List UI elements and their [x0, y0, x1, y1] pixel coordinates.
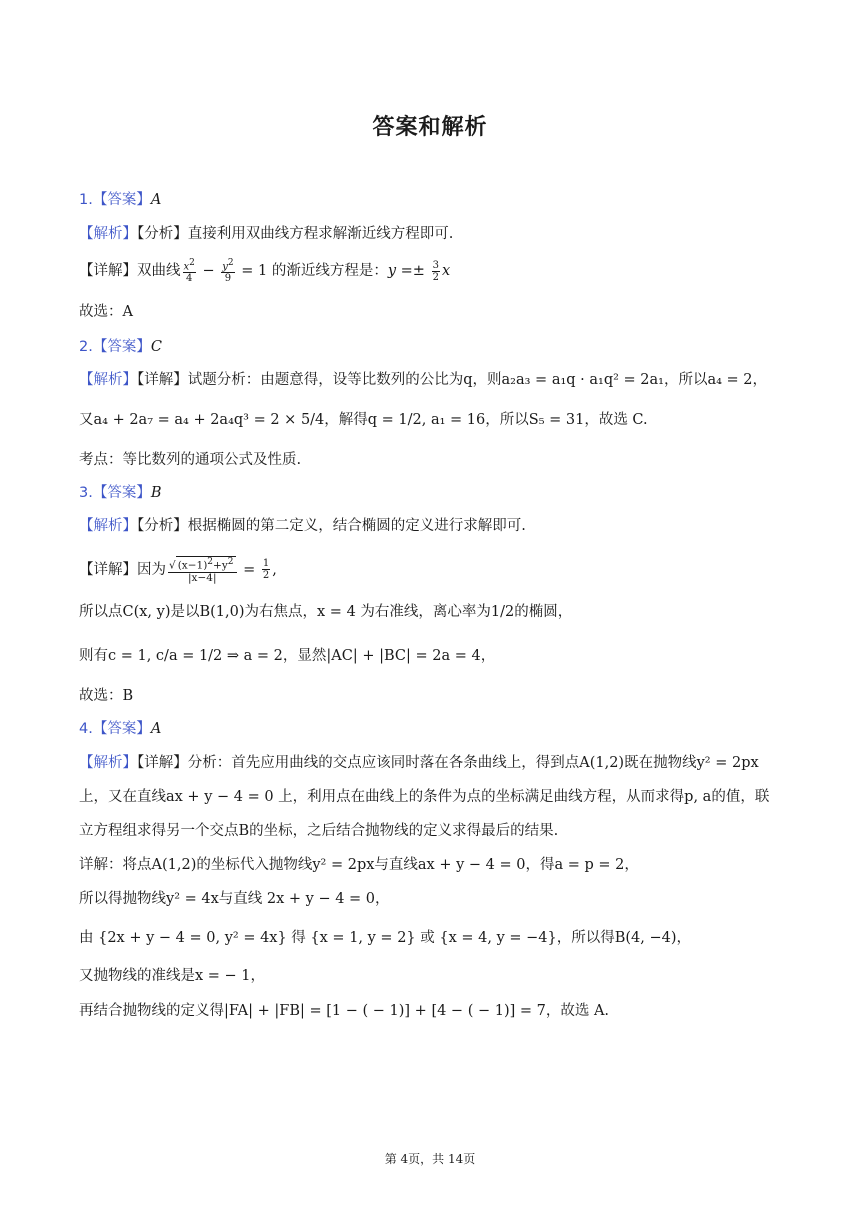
q1-answer: A	[150, 192, 162, 208]
q2-answer-line	[79, 337, 800, 357]
q1-analysis: 直接利用双曲线方程求解渐近线方程即可.	[187, 226, 454, 242]
q4-text-line1: 分析：首先应用曲线的交点应该同时落在各条曲线上，得到点A(1,2)既在抛物线y² = 2px	[187, 755, 759, 771]
answer-label: 【答案】	[92, 485, 151, 501]
q2-number: 2.	[79, 339, 93, 355]
q3-answer-line	[79, 483, 800, 503]
q4-line8: 再结合抛物线的定义得|FA| + |FB| = [1 − ( − 1)] + [4 − ( − 1)] = 7，故选 A.	[79, 1003, 610, 1019]
q2-text-line1: 试题分析：由题意得，设等比数列的公比为q，则a₂a₃ = a₁q · a₁q² = 2a₁，所以a₄ = 2，	[187, 372, 768, 388]
q1-detail-mid: 的渐近线方程是：	[271, 263, 388, 280]
xiangjie-label: 【详解】	[137, 755, 188, 771]
q4-answer: A	[150, 721, 162, 737]
fenxi-label: 【分析】	[137, 518, 188, 534]
q3-answer: B	[150, 485, 162, 501]
q2-line2: 又a₄ + 2a₇ = a₄ + 2a₄q³ = 2 × 5/4，解得q = 1/2, a₁ = 16，所以S₅ = 31，故选 C.	[79, 412, 648, 428]
q4-line5: 所以得抛物线y² = 4x与直线 2x + y − 4 = 0，	[79, 891, 390, 907]
xiangjie-label: 【详解】	[79, 263, 137, 280]
xiangjie-label: 【详解】	[79, 561, 137, 578]
q1-detail-pre: 双曲线	[137, 263, 181, 280]
q2-kaodian: 考点：等比数列的通项公式及性质.	[79, 452, 302, 468]
q3-line2: 所以点C(x, y)是以B(1,0)为右焦点，x = 4 为右准线，离心率为1/2的椭圆，	[79, 604, 573, 620]
answer-label: 【答案】	[92, 339, 151, 355]
q3-number: 3.	[79, 485, 93, 501]
q3-analysis: 根据椭圆的第二定义，结合椭圆的定义进行求解即可.	[187, 518, 526, 534]
page-title: 答案和解析	[372, 115, 488, 140]
q4-number: 4.	[79, 721, 93, 737]
jiexi-label: 【解析】	[79, 755, 137, 771]
q2-answer: C	[150, 339, 162, 355]
formula-fraction: $\frac{y^2}{9}$	[222, 258, 234, 285]
formula-fraction: $\frac{1}{2}$	[262, 558, 270, 582]
q3-analysis-line	[79, 516, 800, 536]
q1-analysis-line	[79, 224, 800, 244]
answer-label: 【答案】	[92, 721, 151, 737]
q2-line1	[79, 370, 800, 390]
formula-fraction: $\frac{3}{2}$	[432, 259, 439, 283]
answer-label: 【答案】	[92, 192, 151, 208]
jiexi-label: 【解析】	[79, 372, 137, 388]
fenxi-label: 【分析】	[137, 226, 188, 242]
q4-line2: 上，又在直线ax + y − 4 = 0 上，利用点在曲线上的条件为点的坐标满足曲线方程，从而求得p, a的值，联	[79, 789, 770, 805]
q4-line4: 详解：将点A(1,2)的坐标代入抛物线y² = 2px与直线ax + y − 4 = 0，得a = p = 2，	[79, 857, 639, 873]
q1-number: 1.	[79, 192, 93, 208]
q3-detail-line: 【详解】因为 $\frac{√ (x-1)^2+y^2}{|x-4|}$ = $\frac{1}{2}$ ,	[79, 557, 277, 584]
jiexi-label: 【解析】	[79, 226, 137, 242]
q3-detail: 因为	[137, 561, 166, 578]
q1-answer-line	[79, 190, 800, 210]
q4-line6: 由 {2x + y − 4 = 0, y² = 4x} 得 {x = 1, y = 2} 或 {x = 4, y = −4}，所以得B(4, −4)，	[79, 930, 692, 946]
q4-line1	[79, 753, 800, 773]
q1-choose: 故选：A	[79, 304, 133, 320]
formula-fraction: $\frac{√ (x-1)^2+y^2}{|x-4|}$	[168, 556, 237, 584]
q3-line3: 则有c = 1, c/a = 1/2 ⇒ a = 2，显然|AC| + |BC| = 2a = 4，	[79, 648, 496, 664]
q4-line3: 立方程组求得另一个交点B的坐标，之后结合抛物线的定义求得最后的结果.	[79, 823, 559, 839]
page-footer: 第 4页，共 14页	[384, 1152, 476, 1166]
formula-fraction: $\frac{x^2}{4}$	[183, 258, 195, 285]
q1-detail-line: 【详解】双曲线 $\frac{x^2}{4}$ − $\frac{y^2}{9}$ = 1 的渐近线方程是：y =± $\frac{3}{2}$ x	[79, 258, 451, 285]
jiexi-label: 【解析】	[79, 518, 137, 534]
q4-line7: 又抛物线的准线是x = − 1，	[79, 968, 266, 984]
q4-answer-line	[79, 719, 800, 739]
q3-choose: 故选：B	[79, 688, 134, 704]
xiangjie-label: 【详解】	[137, 372, 188, 388]
